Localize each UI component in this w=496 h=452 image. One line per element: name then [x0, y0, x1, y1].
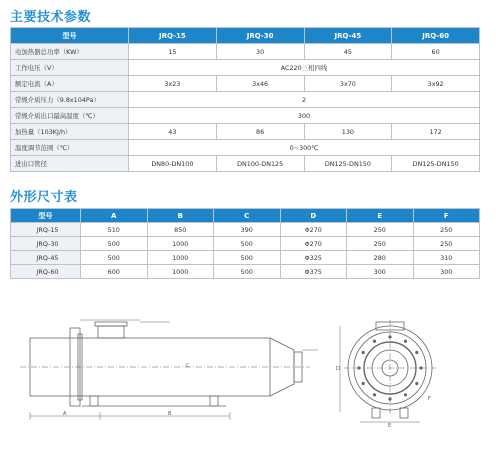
dim-header-cell: 型号 [11, 209, 81, 223]
bolt-hole [373, 340, 376, 343]
heater-drawing [0, 300, 496, 452]
dim-value-cell: 300 [413, 265, 480, 279]
spec-value-cell: 172 [392, 124, 480, 140]
spec-row-label: 额定电流（A） [11, 76, 129, 92]
spec-merged-cell: 2 [129, 92, 480, 108]
dim-row [11, 265, 480, 279]
dim-header-cell: F [413, 209, 480, 223]
spec-value-cell: 86 [216, 124, 304, 140]
inlet-nozzle [98, 326, 124, 338]
spec-value-cell: 3x23 [129, 76, 217, 92]
dim-row-label: JRQ-60 [11, 265, 81, 279]
spec-table-header [11, 28, 480, 44]
spec-value-cell: 130 [304, 124, 392, 140]
spec-row [11, 76, 480, 92]
dim-header-cell: E [347, 209, 414, 223]
dim-value-cell: 500 [81, 251, 148, 265]
spec-value-cell: DN125-DN150 [304, 156, 392, 172]
dim-label-c: C [186, 363, 190, 369]
dim-value-cell: 310 [413, 251, 480, 265]
dim-header-cell: D [280, 209, 347, 223]
spec-value-cell: DN125-DN150 [392, 156, 480, 172]
spec-value-cell: 15 [129, 44, 217, 60]
dim-row [11, 237, 480, 251]
spec-value-cell: 30 [216, 44, 304, 60]
spec-header-cell: JRQ-30 [216, 28, 304, 44]
spec-row [11, 92, 480, 108]
spec-row-label: 常规介质压力（9.8x104Pa） [11, 92, 129, 108]
bolt-hole [373, 393, 376, 396]
spec-row [11, 44, 480, 60]
spec-row-label: 电加热器总功率（KW） [11, 44, 129, 60]
bolt-hole [404, 393, 407, 396]
dim-label-b: B [168, 411, 172, 417]
spec-value-cell: DN80-DN100 [129, 156, 217, 172]
dimension-table [10, 208, 480, 279]
dim-value-cell: 500 [214, 265, 281, 279]
spec-row-label: 工作电压（V） [11, 60, 129, 76]
spec-value-cell: 43 [129, 124, 217, 140]
bolt-hole [415, 382, 418, 385]
spec-row [11, 60, 480, 76]
dim-header-cell: A [81, 209, 148, 223]
spec-row [11, 108, 480, 124]
dim-row [11, 223, 480, 237]
dim-value-cell: 390 [214, 223, 281, 237]
dim-value-cell: Φ270 [280, 223, 347, 237]
bolt-hole [404, 340, 407, 343]
dim-header-cell: B [147, 209, 214, 223]
dim-value-cell: 850 [147, 223, 214, 237]
dim-value-cell: 300 [347, 265, 414, 279]
dim-label-a: A [63, 411, 67, 417]
dim-value-cell: 600 [81, 265, 148, 279]
spec-row [11, 140, 480, 156]
dim-row [11, 251, 480, 265]
bolt-hole [415, 351, 418, 354]
spec-value-cell: DN100-DN125 [216, 156, 304, 172]
bolt-hole [362, 351, 365, 354]
dim-value-cell: 280 [347, 251, 414, 265]
spec-row [11, 124, 480, 140]
spec-value-cell: 45 [304, 44, 392, 60]
spec-header-cell: 型号 [11, 28, 129, 44]
section-title-dimensions: 外形尺寸表 [10, 190, 78, 205]
spec-merged-cell: 0~300℃ [129, 140, 480, 156]
dim-row-label: JRQ-30 [11, 237, 81, 251]
dim-label-d: D [336, 366, 340, 372]
dim-value-cell: Φ375 [280, 265, 347, 279]
dim-value-cell: 500 [214, 251, 281, 265]
dim-value-cell: 500 [81, 237, 148, 251]
dim-value-cell: 250 [347, 237, 414, 251]
spec-table [10, 27, 480, 172]
dim-label-e: E [388, 423, 392, 429]
dim-value-cell: 250 [413, 237, 480, 251]
dim-value-cell: 250 [413, 223, 480, 237]
spec-row-label: 常规介质出口最高温度（℃） [11, 108, 129, 124]
dim-value-cell: 250 [347, 223, 414, 237]
dim-value-cell: 510 [81, 223, 148, 237]
spec-value-cell: 3x70 [304, 76, 392, 92]
spec-value-cell: 60 [392, 44, 480, 60]
spec-header-cell: JRQ-60 [392, 28, 480, 44]
spec-merged-cell: AC220三相四线 [129, 60, 480, 76]
dim-value-cell: 1000 [147, 237, 214, 251]
bolt-hole [357, 366, 360, 369]
bolt-hole [388, 397, 391, 400]
spec-header-cell: JRQ-15 [129, 28, 217, 44]
spec-value-cell: 3x46 [216, 76, 304, 92]
spec-merged-cell: 300 [129, 108, 480, 124]
dim-value-cell: 1000 [147, 265, 214, 279]
dim-value-cell: Φ270 [280, 237, 347, 251]
dim-value-cell: 500 [214, 237, 281, 251]
dim-label-f: F [428, 396, 431, 402]
dimension-table-header [11, 209, 480, 223]
dim-row-label: JRQ-45 [11, 251, 81, 265]
spec-row-label: 加热量（103KJ/h） [11, 124, 129, 140]
spec-row-label: 温度调节范围（℃） [11, 140, 129, 156]
dim-value-cell: Φ325 [280, 251, 347, 265]
spec-value-cell: 3x92 [392, 76, 480, 92]
dim-value-cell: 1000 [147, 251, 214, 265]
dim-header-cell: C [214, 209, 281, 223]
bolt-hole [419, 366, 422, 369]
spec-header-cell: JRQ-45 [304, 28, 392, 44]
section-title-specs: 主要技术参数 [10, 10, 92, 25]
bolt-hole [362, 382, 365, 385]
dim-row-label: JRQ-15 [11, 223, 81, 237]
spec-row [11, 156, 480, 172]
bolt-hole [388, 335, 391, 338]
spec-row-label: 进出口管径 [11, 156, 129, 172]
